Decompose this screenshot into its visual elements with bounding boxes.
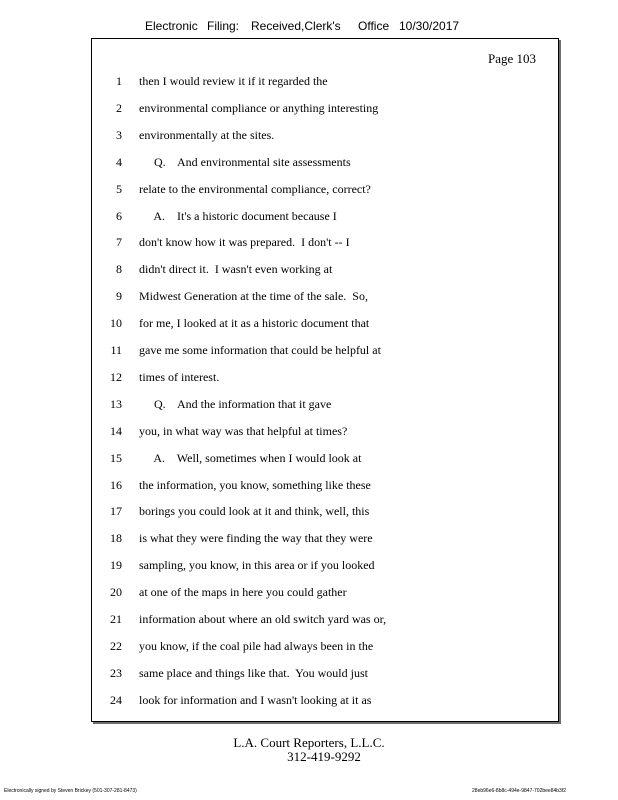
line-text: A. Well, sometimes when I would look at — [139, 450, 362, 465]
line-text: environmental compliance or anything interesting — [139, 100, 379, 115]
line-number: 13 — [110, 396, 122, 411]
filing-stamp-header — [0, 19, 618, 37]
line-text: didn't direct it. I wasn't even working at — [139, 262, 333, 277]
line-text: the information, you know, something like these — [139, 477, 371, 492]
line-number: 6 — [116, 208, 122, 223]
line-text: look for information and I wasn't looking at it as — [139, 692, 372, 707]
line-text: Midwest Generation at the time of the sale. So, — [139, 289, 368, 304]
filing-received: Received,Clerk's — [251, 19, 341, 33]
filing-label: Filing: — [207, 19, 240, 33]
line-text: A. It's a historic document because I — [139, 208, 337, 223]
page-number: Page 103 — [487, 51, 536, 66]
line-number: 11 — [110, 343, 122, 357]
line-text: then I would review it if it regarded the — [139, 74, 328, 88]
line-number: 24 — [110, 692, 122, 707]
line-number: 4 — [116, 154, 122, 169]
line-number: 10 — [110, 316, 122, 331]
line-number: 1 — [116, 74, 122, 88]
line-text: sampling, you know, in this area or if you looked — [139, 558, 375, 573]
line-text: borings you could look at it and think, well, this — [139, 504, 370, 519]
line-number: 18 — [110, 531, 122, 546]
line-text: relate to the environmental compliance, correct? — [139, 181, 371, 196]
line-number: 14 — [110, 423, 122, 438]
reporter-phone: 312-419-9292 — [287, 749, 361, 764]
filing-date: 10/30/2017 — [399, 19, 460, 33]
line-number: 15 — [110, 450, 122, 465]
transcript-page — [91, 38, 559, 722]
line-text: you know, if the coal pile had always been in the — [139, 638, 374, 653]
line-text: gave me some information that could be helpful at — [139, 343, 381, 357]
line-number: 19 — [110, 558, 122, 573]
line-number: 16 — [110, 477, 122, 492]
line-number: 20 — [110, 585, 122, 600]
line-text: Q. And the information that it gave — [139, 396, 332, 411]
line-text: times of interest. — [139, 369, 220, 384]
line-number: 5 — [116, 181, 122, 196]
filing-office: Office — [358, 19, 390, 33]
line-text: you, in what way was that helpful at times? — [139, 423, 348, 438]
document-hash: 28eb96e6-8b8c-494e-9847-702bee84b3f2 — [472, 788, 566, 794]
line-number: 2 — [116, 100, 122, 115]
line-number: 21 — [110, 612, 122, 626]
reporter-name: L.A. Court Reporters, L.L.C. — [233, 735, 385, 750]
line-text: is what they were finding the way that they were — [139, 531, 373, 546]
line-number: 3 — [116, 127, 122, 142]
line-text: same place and things like that. You would just — [139, 665, 368, 680]
filing-electronic: Electronic — [145, 19, 198, 33]
line-text: at one of the maps in here you could gather — [139, 585, 347, 600]
signature-line: Electronically signed by Steven Brickey (501-307-281-8473) — [4, 788, 137, 794]
line-text: Q. And environmental site assessments — [139, 154, 351, 169]
line-number: 7 — [116, 235, 122, 250]
line-number: 17 — [110, 504, 122, 519]
line-number: 8 — [116, 262, 122, 277]
line-number: 12 — [110, 369, 122, 384]
line-text: for me, I looked at it as a historic document that — [139, 316, 370, 331]
line-number: 23 — [110, 665, 122, 680]
line-number: 22 — [110, 638, 122, 653]
line-text: don't know how it was prepared. I don't -- I — [139, 235, 350, 250]
line-number: 9 — [116, 289, 122, 304]
line-text: environmentally at the sites. — [139, 127, 275, 142]
line-text: information about where an old switch yard was or, — [139, 612, 387, 626]
